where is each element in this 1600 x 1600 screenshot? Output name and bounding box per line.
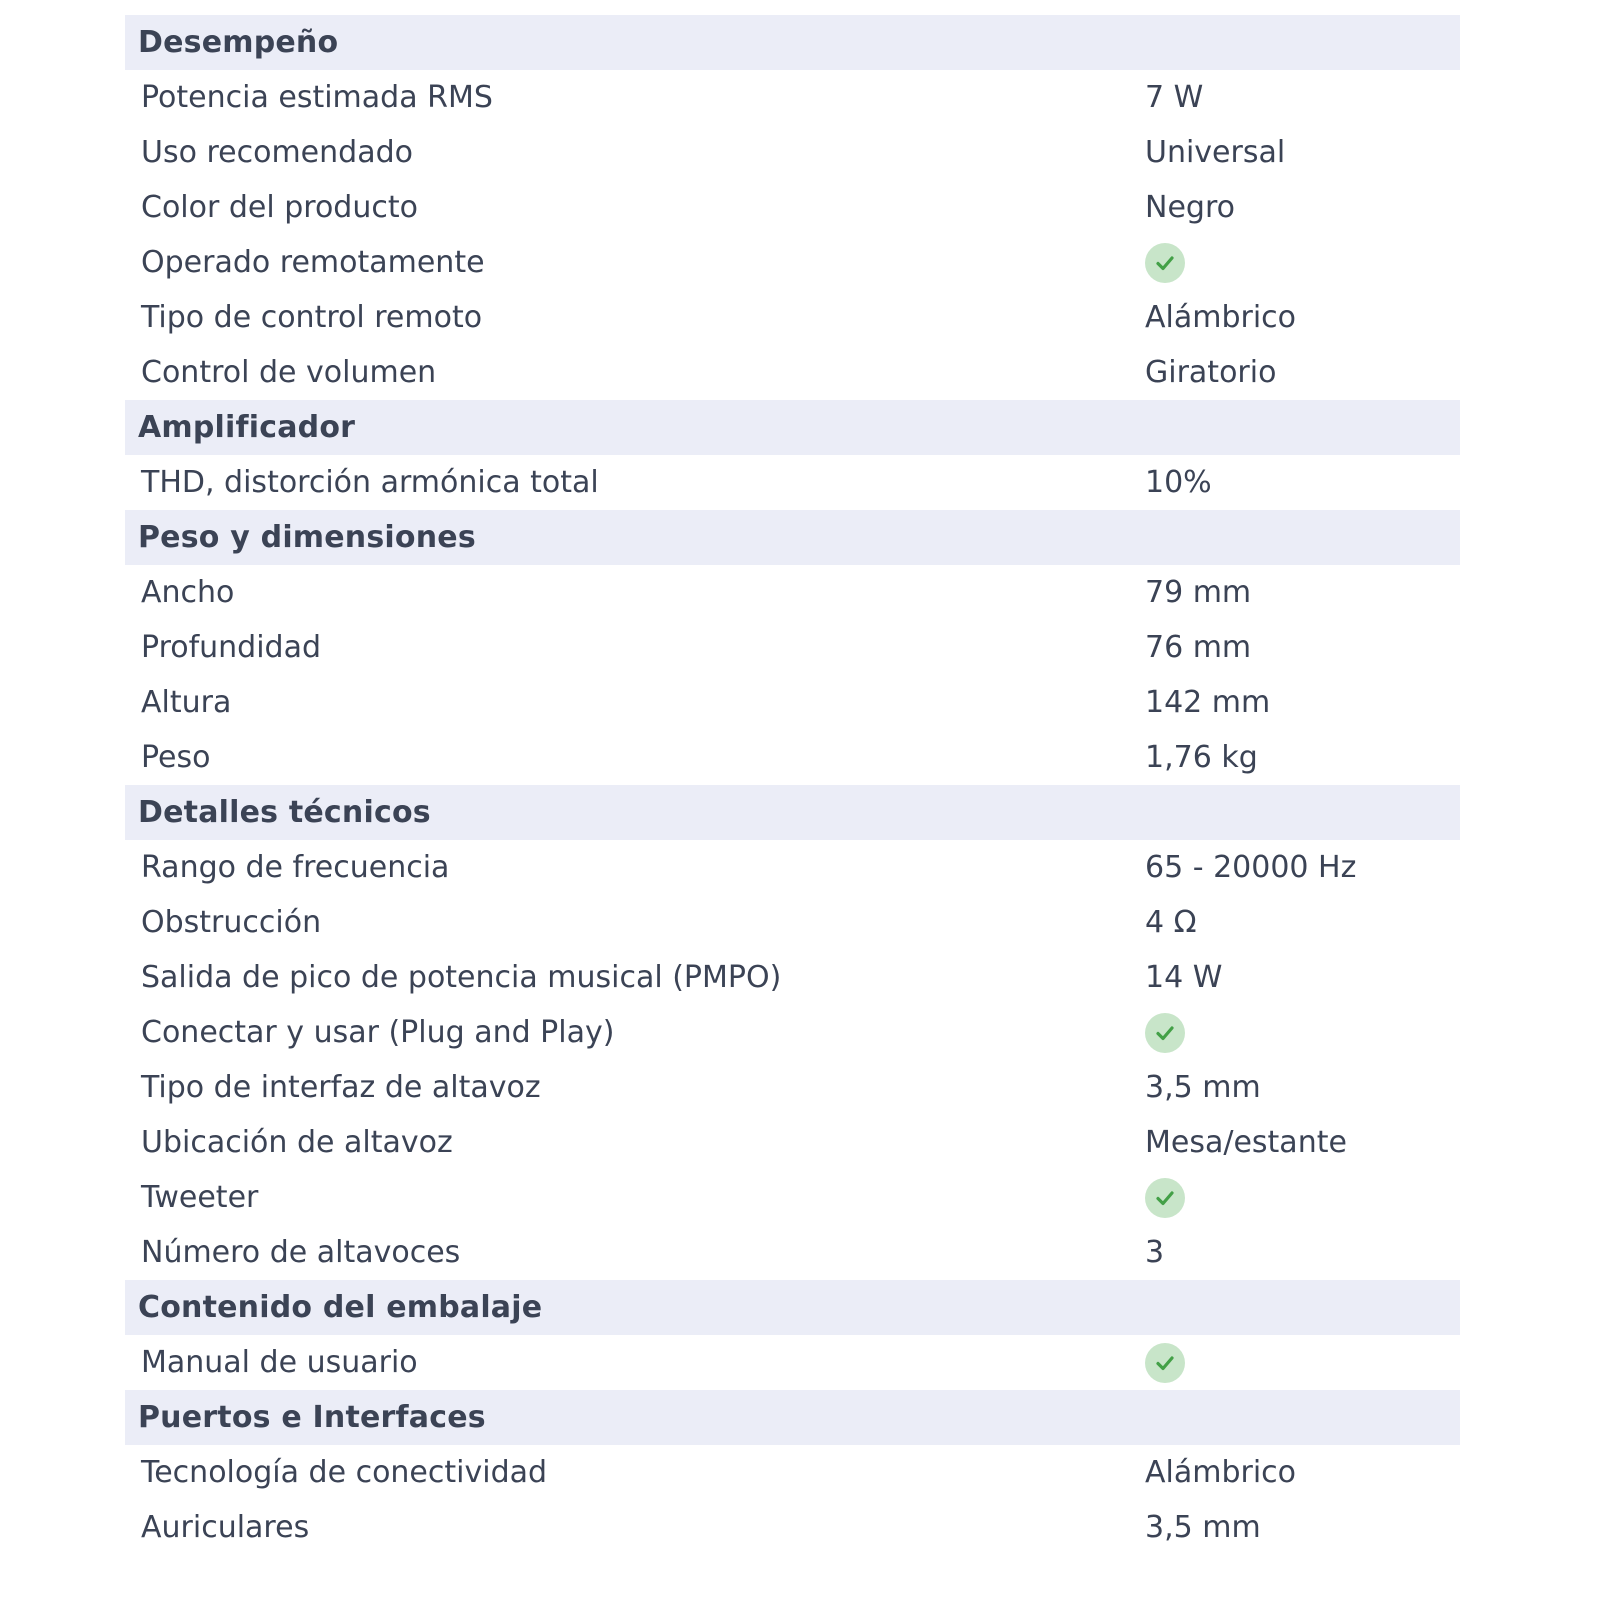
spec-label: Altura [141, 685, 232, 720]
spec-value: Giratorio [1145, 355, 1277, 390]
spec-row [125, 1005, 1460, 1060]
spec-value: 7 W [1145, 80, 1204, 115]
spec-label: Tipo de control remoto [141, 300, 483, 335]
spec-label: Tweeter [141, 1180, 259, 1215]
spec-value: 4 Ω [1145, 905, 1197, 940]
spec-value: 76 mm [1145, 630, 1252, 665]
spec-label: Peso [141, 740, 211, 775]
spec-value-check [1145, 1013, 1185, 1053]
spec-row [125, 620, 1460, 675]
check-icon [1145, 1343, 1185, 1383]
spec-value: 65 - 20000 Hz [1145, 850, 1357, 885]
spec-label: Número de altavoces [141, 1235, 461, 1270]
spec-label: Operado remotamente [141, 245, 485, 280]
spec-value: Mesa/estante [1145, 1125, 1347, 1160]
spec-row [125, 1060, 1460, 1115]
spec-label: Color del producto [141, 190, 418, 225]
spec-row [125, 345, 1460, 400]
section-header: Detalles técnicos [125, 785, 1460, 840]
spec-row [125, 290, 1460, 345]
spec-value: Negro [1145, 190, 1235, 225]
spec-label: Potencia estimada RMS [141, 80, 493, 115]
spec-label: Tipo de interfaz de altavoz [141, 1070, 541, 1105]
spec-value-check [1145, 1343, 1185, 1383]
spec-value: Universal [1145, 135, 1286, 170]
spec-row [125, 1170, 1460, 1225]
section-header: Desempeño [125, 15, 1460, 70]
spec-row [125, 1335, 1460, 1390]
spec-label: Tecnología de conectividad [141, 1455, 548, 1490]
spec-value: 3,5 mm [1145, 1510, 1261, 1545]
section-header: Peso y dimensiones [125, 510, 1460, 565]
spec-row [125, 840, 1460, 895]
spec-row [125, 70, 1460, 125]
check-icon [1145, 243, 1185, 283]
spec-table [125, 15, 1460, 1555]
spec-value: 79 mm [1145, 575, 1252, 610]
spec-label: Uso recomendado [141, 135, 413, 170]
spec-value: 10% [1145, 465, 1212, 500]
spec-label: Auriculares [141, 1510, 310, 1545]
spec-label: Salida de pico de potencia musical (PMPO) [141, 960, 782, 995]
spec-row [125, 235, 1460, 290]
section-header: Amplificador [125, 400, 1460, 455]
spec-label: THD, distorción armónica total [141, 465, 599, 500]
spec-row [125, 125, 1460, 180]
spec-value: Alámbrico [1145, 1455, 1297, 1490]
spec-row [125, 455, 1460, 510]
check-icon [1145, 1013, 1185, 1053]
spec-value: 14 W [1145, 960, 1223, 995]
spec-label: Control de volumen [141, 355, 437, 390]
spec-value-check [1145, 1178, 1185, 1218]
spec-label: Ancho [141, 575, 235, 610]
section-header: Puertos e Interfaces [125, 1390, 1460, 1445]
spec-row [125, 730, 1460, 785]
spec-row [125, 1115, 1460, 1170]
spec-value: 1,76 kg [1145, 740, 1258, 775]
spec-value-check [1145, 243, 1185, 283]
spec-value: 3 [1145, 1235, 1165, 1270]
section-header: Contenido del embalaje [125, 1280, 1460, 1335]
spec-row [125, 1445, 1460, 1500]
spec-label: Conectar y usar (Plug and Play) [141, 1015, 615, 1050]
spec-row [125, 1500, 1460, 1555]
spec-value: Alámbrico [1145, 300, 1297, 335]
spec-row [125, 180, 1460, 235]
spec-value: 142 mm [1145, 685, 1271, 720]
spec-row [125, 1225, 1460, 1280]
spec-label: Obstrucción [141, 905, 322, 940]
spec-label: Profundidad [141, 630, 322, 665]
spec-label: Ubicación de altavoz [141, 1125, 453, 1160]
spec-row [125, 565, 1460, 620]
spec-label: Manual de usuario [141, 1345, 418, 1380]
spec-row [125, 675, 1460, 730]
spec-row [125, 950, 1460, 1005]
check-icon [1145, 1178, 1185, 1218]
spec-value: 3,5 mm [1145, 1070, 1261, 1105]
spec-label: Rango de frecuencia [141, 850, 450, 885]
spec-row [125, 895, 1460, 950]
